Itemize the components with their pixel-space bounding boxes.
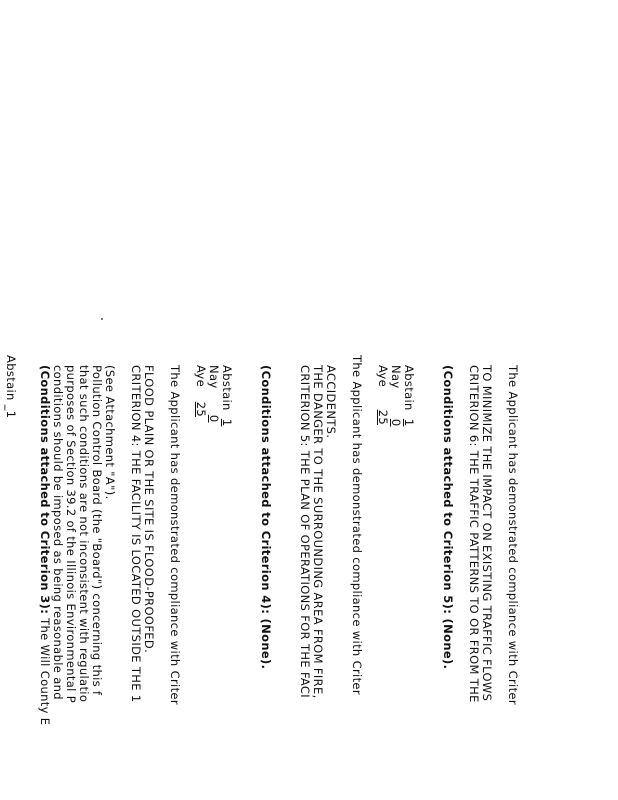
- criterion-6-compliance: The Applicant has demonstrated compliance with Criter: [506, 365, 520, 705]
- scan-speck: [101, 318, 103, 320]
- criterion-5-heading-line-2: THE DANGER TO THE SURROUNDING AREA FROM FIRE,: [311, 365, 325, 699]
- nay-count: 0: [389, 418, 403, 427]
- criterion-5-conditions: (Conditions attached to Criterion 5): (None).: [441, 365, 455, 670]
- aye-label: Aye: [376, 365, 390, 388]
- criterion-4-vote-aye: [194, 365, 208, 417]
- criterion-5-vote-aye: [376, 365, 390, 425]
- criterion-5-vote-abstain: [402, 365, 416, 431]
- nay-count: 0: [207, 414, 221, 423]
- criterion-4-vote-nay: [207, 365, 221, 423]
- criterion-5-compliance: The Applicant has demonstrated compliance with Criter: [350, 355, 364, 695]
- criterion-3-conditions-line-5: Pollution Control Board (the "Board") concerning this f: [90, 365, 104, 696]
- abstain-count: 1: [220, 418, 234, 427]
- criterion-3-conditions-line-1: [38, 365, 52, 725]
- criterion-3-conditions-line-2: conditions should be imposed as being reasonable and: [51, 365, 65, 700]
- criterion-4-heading-line-1: CRITERION 4: THE FACILITY IS LOCATED OUTSIDE THE 1: [129, 365, 143, 703]
- criterion-5-vote-nay: [389, 365, 403, 427]
- nay-label: Nay: [389, 365, 403, 389]
- aye-label: Aye: [194, 365, 208, 388]
- criterion-3-conditions-line-3: purposes of Section 39.2 of the Illinois Environmental P: [64, 365, 78, 704]
- criterion-3-conditions-rest: The Will County E: [38, 614, 52, 726]
- criterion-4-heading-line-2: FLOOD PLAIN OR THE SITE IS FLOOD-PROOFED.: [142, 365, 156, 654]
- criterion-6-heading-line-2: TO MINIMIZE THE IMPACT ON EXISTING TRAFFIC FLOWS: [480, 365, 494, 702]
- criterion-4-conditions: (Conditions attached to Criterion 4): (None).: [259, 365, 273, 670]
- criterion-6-heading-line-1: CRITERION 6: THE TRAFFIC PATTERNS TO OR FROM THE: [467, 365, 481, 703]
- criterion-5-heading-line-3: ACCIDENTS.: [324, 365, 338, 439]
- criterion-3-conditions-line-6: (See Attachment "A").: [103, 365, 117, 500]
- aye-count: 25: [194, 401, 208, 418]
- aye-count: 25: [376, 409, 390, 426]
- criterion-3-conditions-lead: (Conditions attached to Criterion 3):: [38, 365, 52, 615]
- criterion-4-compliance: The Applicant has demonstrated compliance with Criter: [168, 365, 182, 705]
- criterion-3-conditions-line-4: that such conditions are not inconsistent with regulatio: [77, 365, 91, 703]
- abstain-label: Abstain: [220, 365, 234, 411]
- nay-label: Nay: [207, 365, 221, 389]
- criterion-5-heading-line-1: CRITERION 5: THE PLAN OF OPERATIONS FOR THE FACI: [298, 365, 312, 699]
- criterion-3-abstain: Abstain _1: [4, 355, 18, 419]
- abstain-count: 1: [402, 418, 416, 427]
- criterion-4-vote-abstain: [220, 365, 234, 431]
- abstain-label: Abstain: [402, 365, 416, 411]
